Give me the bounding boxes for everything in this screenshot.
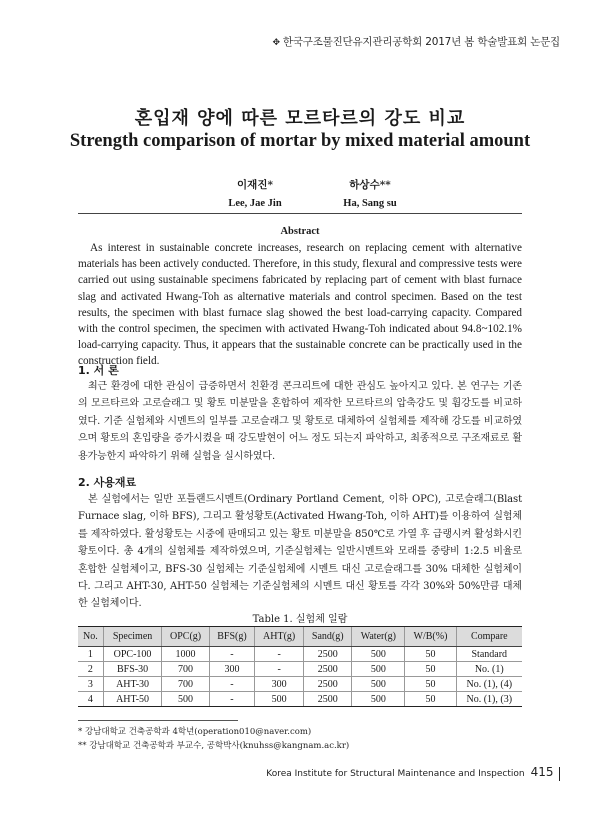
table-cell: 500	[255, 692, 304, 707]
table-cell: -	[209, 692, 254, 707]
table-cell: 700	[162, 662, 210, 677]
table-cell: 4	[78, 692, 103, 707]
table-cell: 500	[352, 662, 405, 677]
section-2-heading: 2. 사용재료	[78, 476, 137, 489]
table-cell: AHT-50	[103, 692, 161, 707]
author-1-english-name: Lee, Jae Jin	[228, 198, 282, 209]
table-cell: 2500	[304, 677, 352, 692]
title-divider	[78, 213, 522, 214]
table-cell: 300	[209, 662, 254, 677]
table-cell: 500	[352, 647, 405, 662]
table-cell: 50	[405, 692, 456, 707]
table-cell: 700	[162, 677, 210, 692]
table-cell: 300	[255, 677, 304, 692]
table-caption: Table 1. 실험체 일람	[252, 614, 348, 625]
footer-text: Korea Institute for Structural Maintenance and Inspection	[266, 769, 525, 779]
column-header-bfs: BFS(g)	[209, 627, 254, 647]
table-cell: 500	[162, 692, 210, 707]
column-header-specimen: Specimen	[103, 627, 161, 647]
table-cell: No. (1)	[456, 662, 522, 677]
page-footer	[266, 765, 560, 781]
section-2-body: 본 실험에서는 일반 포틀랜드시멘트(Ordinary Portland Cement, 이하 OPC), 고로슬래그(Blast Furnace slag, 이하 BFS), 그리고 활성황토(Activated Hwang-Toh, 이하 AHT)를 이용하여 실험체를 제작하였다. 활성황토는 시중에 판매되고 있는 황토 미분말을 850℃로 가열 후 급랭시켜 활성화시킨 황토이다. 총 4개의 실험체를 제작하였으며, 기준실험체는 일반시멘트와 모래를 중량비 1:2.5 비율로 혼합한 실험체이고, BFS-30 실험체는 기준실험체에 시멘트 대신 고로슬래그를 30% 대체한 실험체이다. 그리고 AHT-30, AHT-50 실험체는 기준실험체의 시멘트 대신 황토를 각각 30%와 50%만큼 대체한 실험체이다.	[78, 494, 522, 610]
specimen-table	[78, 626, 522, 707]
abstract-body: As interest in sustainable concrete increases, research on replacing cement with alternative materials has been actively conducted. Therefore, in this study, flexural and compressive tests were carried out using sustainable specimens fabricated by replacing part of cement with blast furnace slag and activated Hwang-Toh as alternative materials and control specimen. Based on the test results, the specimen with blast furnace slag showed the best load-carrying capacity. Compared with the control specimen, the specimen with activated Hwang-Toh indicated about 94.8~102.1% load-carrying capacity. Thus, it appears that the sustainable concrete can be practically used in the construction field.	[78, 242, 522, 368]
footnote-2: ** 강남대학교 건축공학과 부교수, 공학박사(knuhss@kangnam.ac.kr)	[78, 741, 350, 751]
table-cell: Standard	[456, 647, 522, 662]
column-header-compare: Compare	[456, 627, 522, 647]
column-header-aht: AHT(g)	[255, 627, 304, 647]
section-1-body: 최근 환경에 대한 관심이 급증하면서 친환경 콘크리트에 대한 관심도 높아지고 있다. 본 연구는 기존의 모르타르와 고로슬래그 및 황토 미분말을 혼합하여 제작한 모르타르의 압축강도 및 휨강도를 비교하였다. 기준 실험체와 시멘트의 일부를 고로슬래그 및 황토로 대체하여 실험체를 제작해 강도를 비교하였으며 황토의 혼입량을 증가시켰을 때 강도발현이 어느 정도 되는지 파악하고, 최종적으로 구조재료로 활용가능한지 파악하기 위해 실험을 실시하였다.	[78, 381, 522, 462]
table-cell: No. (1), (4)	[456, 677, 522, 692]
table-cell: 50	[405, 647, 456, 662]
table-cell: -	[255, 647, 304, 662]
section-1-heading: 1. 서 론	[78, 364, 119, 377]
table-cell: 3	[78, 677, 103, 692]
table-cell: 2500	[304, 647, 352, 662]
table-cell: OPC-100	[103, 647, 161, 662]
table-cell: 50	[405, 662, 456, 677]
footnote-divider	[78, 720, 238, 721]
table-cell: 2500	[304, 662, 352, 677]
footer-bar	[559, 767, 561, 781]
table-row	[78, 647, 522, 662]
column-header-water: Water(g)	[352, 627, 405, 647]
title-english: Strength comparison of mortar by mixed material amount	[69, 131, 531, 151]
abstract-heading: Abstract	[280, 226, 320, 237]
page-number: 415	[530, 765, 554, 779]
table-cell: 500	[352, 692, 405, 707]
table-row	[78, 662, 522, 677]
table-header-row	[78, 627, 522, 647]
author-2-english-name: Ha, Sang su	[343, 198, 397, 209]
table-cell: -	[209, 677, 254, 692]
running-header	[273, 34, 560, 49]
author-2-korean-name: 하상수**	[349, 179, 391, 191]
column-header-sand: Sand(g)	[304, 627, 352, 647]
author-1	[200, 177, 310, 209]
table-cell: 2	[78, 662, 103, 677]
column-header-wb: W/B(%)	[405, 627, 456, 647]
table-cell: No. (1), (3)	[456, 692, 522, 707]
header-text: 한국구조물진단유지관리공학회 2017년 봄 학술발표회 논문집	[282, 36, 560, 48]
table-row	[78, 677, 522, 692]
table-cell: 2500	[304, 692, 352, 707]
table-cell: -	[209, 647, 254, 662]
author-2	[320, 177, 420, 209]
table-row	[78, 692, 522, 707]
table-cell: 50	[405, 677, 456, 692]
table-cell: 1000	[162, 647, 210, 662]
table-cell: 1	[78, 647, 103, 662]
table-cell: AHT-30	[103, 677, 161, 692]
table-cell: -	[255, 662, 304, 677]
author-1-korean-name: 이재진*	[237, 179, 273, 191]
footnote-1: * 강남대학교 건축공학과 4학년(operation010@naver.com)	[78, 727, 312, 737]
column-header-opc: OPC(g)	[162, 627, 210, 647]
header-ornament-icon: ✥	[272, 38, 280, 48]
table-cell: 500	[352, 677, 405, 692]
column-header-no: No.	[78, 627, 103, 647]
table-cell: BFS-30	[103, 662, 161, 677]
title-korean: 혼입재 양에 따른 모르타르의 강도 비교	[134, 108, 466, 129]
